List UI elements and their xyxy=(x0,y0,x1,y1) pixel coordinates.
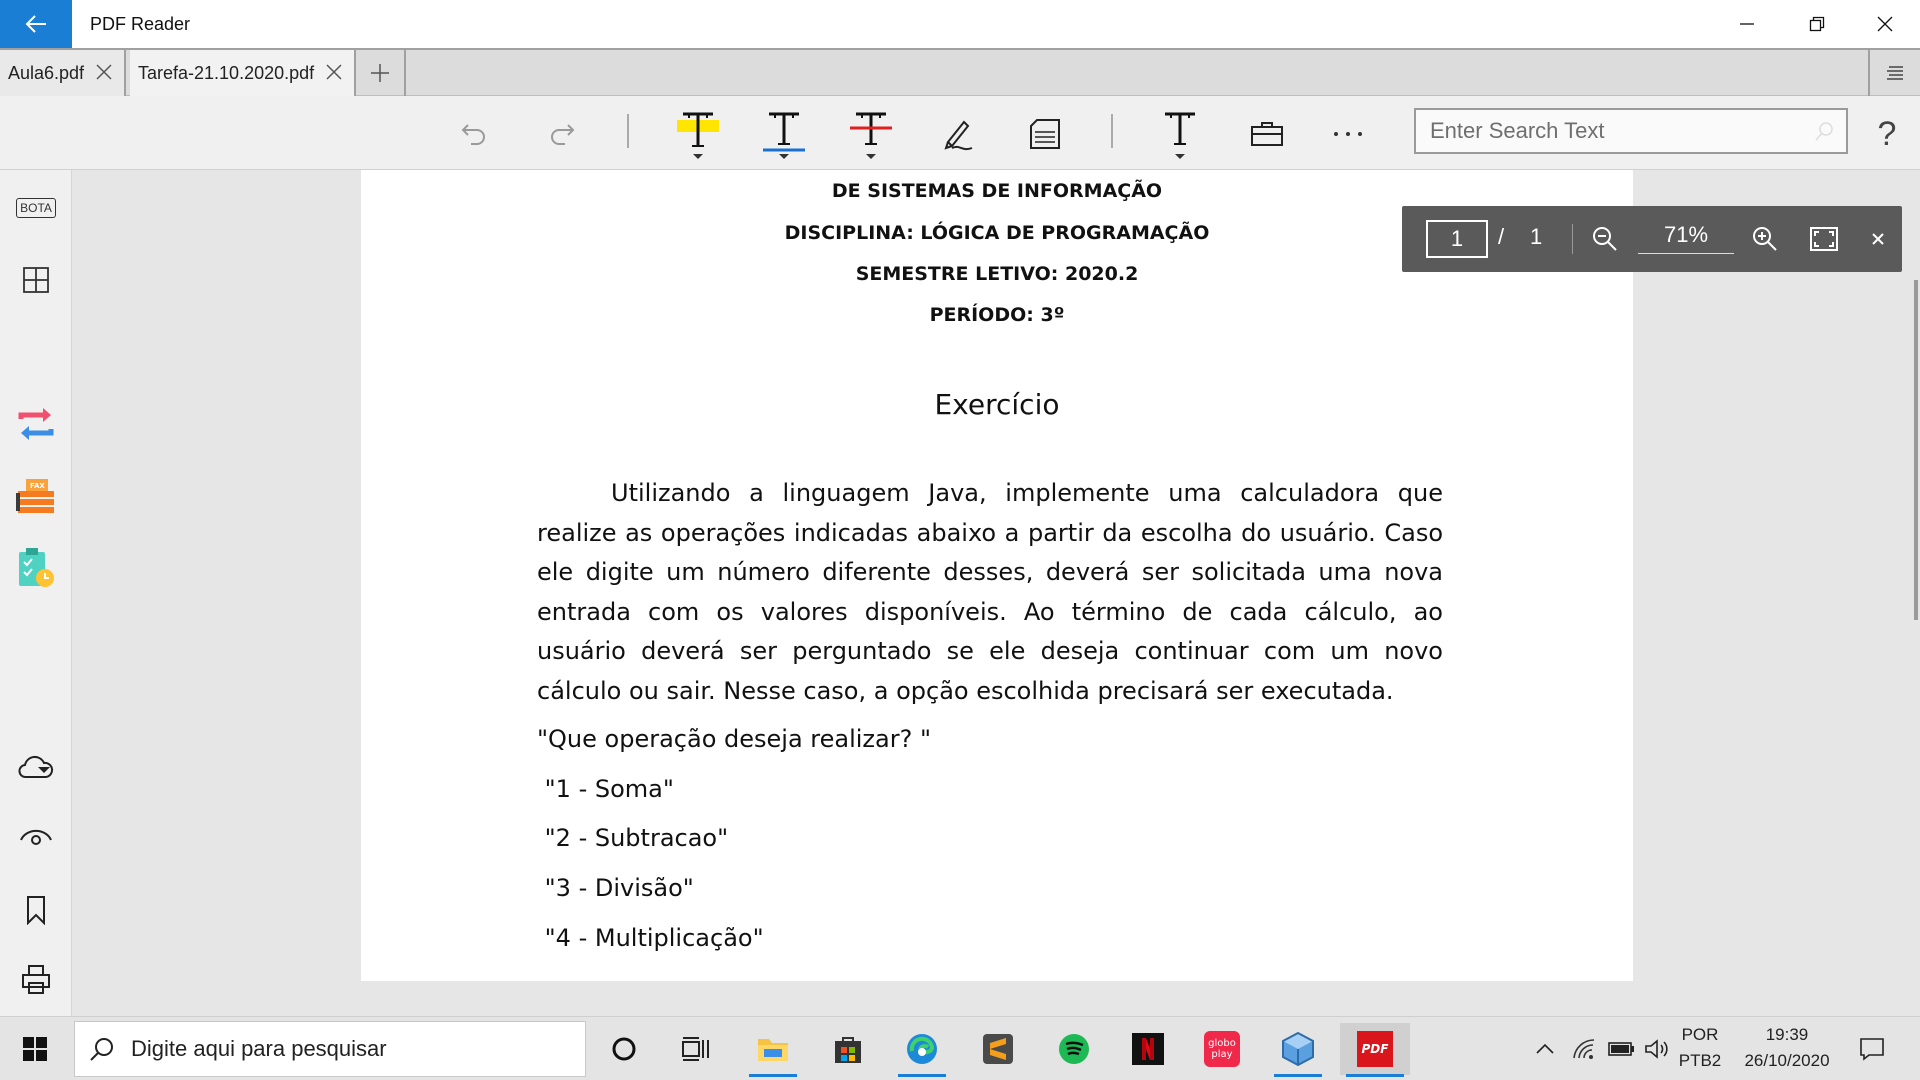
convert-arrows-icon xyxy=(15,403,57,445)
text-tool-icon xyxy=(1155,106,1205,162)
start-button[interactable] xyxy=(10,1025,60,1073)
clock[interactable] xyxy=(1734,1023,1840,1075)
cloud-button[interactable] xyxy=(10,742,62,794)
clock-time: 19:39 xyxy=(1765,1025,1809,1044)
total-pages: 1 xyxy=(1530,224,1543,249)
eye-icon xyxy=(19,824,53,848)
cloud-sync-icon xyxy=(16,753,56,783)
help-button[interactable] xyxy=(1862,106,1912,162)
notification-icon xyxy=(1859,1037,1885,1061)
tab-label: Aula6.pdf xyxy=(8,62,85,83)
tab-close-icon[interactable] xyxy=(324,62,344,82)
battery-icon xyxy=(1607,1041,1635,1057)
page-number-input[interactable] xyxy=(1426,220,1488,258)
edge-icon xyxy=(904,1031,940,1067)
action-center-button[interactable] xyxy=(1852,1031,1892,1067)
volume-button[interactable] xyxy=(1640,1031,1674,1067)
left-sidebar xyxy=(0,170,72,1016)
globoplay-app[interactable] xyxy=(1192,1023,1252,1075)
tab-aula6[interactable] xyxy=(0,50,126,96)
new-tab-button[interactable] xyxy=(356,50,406,96)
battery-button[interactable] xyxy=(1604,1031,1638,1067)
question-line: "Que operação deseja realizar? " xyxy=(537,725,932,753)
search-box xyxy=(1414,108,1848,154)
store-bag-icon xyxy=(832,1033,864,1065)
grid-icon xyxy=(22,266,50,294)
close-icon xyxy=(1871,232,1885,246)
clock-date: 26/10/2020 xyxy=(1744,1051,1830,1070)
sublime-text-app[interactable] xyxy=(968,1023,1028,1075)
underline-text-button[interactable] xyxy=(756,106,812,162)
globoplay-badge: globo play xyxy=(1208,1038,1236,1060)
zoom-level[interactable] xyxy=(1638,222,1734,254)
annotation-toolbar xyxy=(0,96,1920,170)
underline-text-icon xyxy=(759,106,809,162)
redo-button[interactable] xyxy=(534,106,590,162)
convert-button[interactable] xyxy=(10,398,62,450)
option-subtracao: "2 - Subtracao" xyxy=(537,824,729,852)
virtualbox-cube-icon xyxy=(1279,1030,1317,1068)
redo-icon xyxy=(547,119,577,149)
zoom-out-icon xyxy=(1592,226,1618,252)
zoom-in-icon xyxy=(1752,226,1778,252)
search-icon[interactable] xyxy=(1814,120,1836,142)
search-input[interactable] xyxy=(1416,110,1796,152)
note-button[interactable] xyxy=(1017,106,1073,162)
globoplay-icon xyxy=(1204,1031,1240,1067)
plus-icon xyxy=(370,63,390,83)
title-bar xyxy=(0,0,1920,48)
more-options-button[interactable] xyxy=(1320,106,1376,162)
search-icon xyxy=(89,1036,115,1062)
toolbar-divider xyxy=(1111,114,1113,148)
tab-label: Tarefa-21.10.2020.pdf xyxy=(138,62,315,83)
task-view-button[interactable] xyxy=(666,1023,726,1075)
tab-tarefa[interactable] xyxy=(130,50,356,96)
file-explorer-app[interactable] xyxy=(743,1023,803,1075)
windows-taskbar xyxy=(0,1016,1920,1080)
print-button[interactable] xyxy=(10,954,62,1006)
highlight-text-icon xyxy=(673,106,723,162)
minimize-icon xyxy=(1739,16,1755,32)
zoom-bar-divider xyxy=(1572,224,1573,254)
header-period: PERÍODO: 3º xyxy=(929,304,1065,326)
option-soma: "1 - Soma" xyxy=(537,775,674,803)
fit-page-button[interactable] xyxy=(1804,219,1844,259)
toolbox-button[interactable] xyxy=(1239,106,1295,162)
windows-logo-icon xyxy=(22,1036,48,1062)
svg-text:FAX: FAX xyxy=(30,482,45,490)
chevron-up-icon xyxy=(1535,1043,1555,1055)
read-mode-button[interactable] xyxy=(10,810,62,862)
more-dots-icon xyxy=(1331,129,1365,139)
store-app[interactable] xyxy=(818,1023,878,1075)
bota-button[interactable] xyxy=(10,182,62,234)
strikethrough-icon xyxy=(846,106,896,162)
header-semester: SEMESTRE LETIVO: 2020.2 xyxy=(855,263,1139,285)
option-multiplicacao: "4 - Multiplicação" xyxy=(537,924,764,952)
vertical-scrollbar[interactable] xyxy=(1914,280,1918,620)
close-zoom-bar-button[interactable] xyxy=(1858,219,1898,259)
document-viewer[interactable] xyxy=(72,170,1920,1016)
printer-icon xyxy=(20,964,52,996)
taskbar-search-input[interactable] xyxy=(131,1031,571,1067)
fit-page-icon xyxy=(1809,226,1839,252)
undo-icon xyxy=(459,119,489,149)
help-icon: ? xyxy=(1877,114,1897,153)
back-arrow-icon xyxy=(25,14,47,34)
pdf-reader-app[interactable] xyxy=(1340,1023,1410,1075)
virtualbox-app[interactable] xyxy=(1268,1023,1328,1075)
note-icon xyxy=(1025,114,1065,154)
fax-button[interactable] xyxy=(10,470,62,522)
spotify-icon xyxy=(1057,1032,1091,1066)
close-icon xyxy=(1877,16,1893,32)
tasks-button[interactable] xyxy=(10,542,62,594)
strikethrough-text-button[interactable] xyxy=(843,106,899,162)
bota-label: BOTA xyxy=(16,198,56,218)
pdf-reader-icon xyxy=(1357,1031,1393,1067)
fax-icon xyxy=(14,475,58,517)
cortana-circle-icon xyxy=(611,1036,637,1062)
header-course: DE SISTEMAS DE INFORMAÇÃO xyxy=(831,180,1163,202)
bookmark-button[interactable] xyxy=(10,884,62,936)
exercise-paragraph: Utilizando a linguagem Java, implemente uma calculadora que realize as operações indicadas abaixo a partir da escolha do usuário. Caso ele digite um número diferente desses, deverá ser solicitada uma nova entrada com os valores disponíveis. Ao término de cada cálculo, ao usuário deverá ser perguntado se ele deseja continuar com um novo cálculo ou sair. Nesse caso, a opção escolhida precisará ser executada. xyxy=(537,479,1443,705)
freehand-pen-button[interactable] xyxy=(930,106,986,162)
minimize-button[interactable] xyxy=(1712,0,1782,48)
thumbnails-button[interactable] xyxy=(10,254,62,306)
page-zoom-bar xyxy=(1402,206,1902,272)
taskbar-search-box[interactable] xyxy=(74,1021,586,1077)
zoom-out-button[interactable] xyxy=(1585,219,1625,259)
speaker-icon xyxy=(1644,1038,1670,1060)
language-code: POR xyxy=(1681,1025,1719,1044)
clipboard-clock-icon xyxy=(15,546,57,590)
language-indicator[interactable] xyxy=(1672,1023,1728,1075)
zoom-value: 71% xyxy=(1663,222,1709,247)
tab-bar xyxy=(0,48,1920,96)
zoom-in-button[interactable] xyxy=(1745,219,1785,259)
app-title: PDF Reader xyxy=(90,14,191,34)
folder-icon xyxy=(756,1035,790,1063)
exercise-title: Exercício xyxy=(934,388,1060,421)
show-hidden-icons-button[interactable] xyxy=(1530,1031,1560,1067)
pdf-page xyxy=(361,170,1633,981)
pen-icon xyxy=(938,114,978,154)
undo-button[interactable] xyxy=(446,106,502,162)
add-text-button[interactable] xyxy=(1152,106,1208,162)
bookmark-icon xyxy=(24,895,48,925)
back-button[interactable] xyxy=(0,0,72,48)
option-divisao: "3 - Divisão" xyxy=(537,874,694,902)
close-window-button[interactable] xyxy=(1850,0,1920,48)
header-discipline: DISCIPLINA: LÓGICA DE PROGRAMAÇÃO xyxy=(784,222,1210,244)
pdf-badge: PDF xyxy=(1361,1042,1389,1056)
tab-close-icon[interactable] xyxy=(94,62,114,82)
highlight-text-button[interactable] xyxy=(670,106,726,162)
edge-app[interactable] xyxy=(892,1023,952,1075)
restore-button[interactable] xyxy=(1782,0,1852,48)
task-view-icon xyxy=(681,1036,711,1062)
keyboard-layout: PTB2 xyxy=(1678,1051,1722,1070)
netflix-icon xyxy=(1131,1032,1165,1066)
page-separator: / xyxy=(1498,224,1505,249)
sublime-icon xyxy=(981,1032,1015,1066)
wifi-icon xyxy=(1572,1038,1598,1060)
tab-list-button[interactable] xyxy=(1868,50,1920,96)
spotify-app[interactable] xyxy=(1044,1023,1104,1075)
network-button[interactable] xyxy=(1568,1031,1602,1067)
briefcase-icon xyxy=(1249,119,1285,149)
netflix-app[interactable] xyxy=(1118,1023,1178,1075)
list-menu-icon xyxy=(1885,64,1905,82)
toolbar-divider xyxy=(627,114,629,148)
cortana-button[interactable] xyxy=(594,1023,654,1075)
restore-icon xyxy=(1809,16,1825,32)
